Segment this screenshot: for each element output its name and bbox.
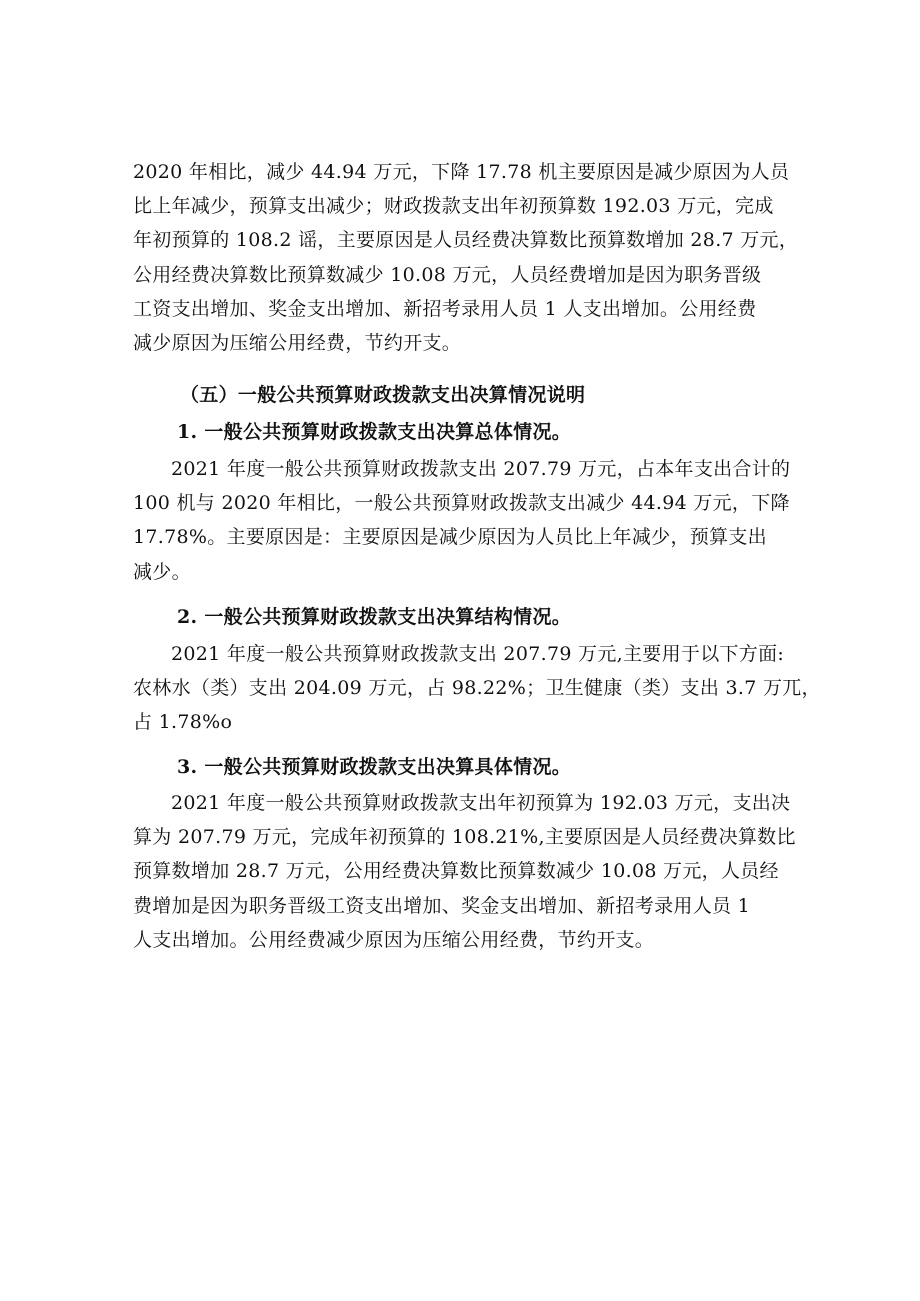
intro-paragraph bbox=[133, 155, 813, 360]
text-line: 算为 207.79 万元，完成年初预算的 108.21%,主要原因是人员经费决算数比 bbox=[133, 826, 796, 849]
text-line: 100 机与 2020 年相比，一般公共预算财政拨款支出减少 44.94 万元，下降 bbox=[133, 492, 790, 515]
subsection-2-heading bbox=[177, 600, 857, 634]
text-line: 减少原因为压缩公用经费，节约开支。 bbox=[133, 331, 462, 354]
text-line: 农林水（类）支出 204.09 万元，占 98.22%；卫生健康（类）支出 3.7 万兀， bbox=[133, 677, 821, 700]
subsection-2-title: 2. 一般公共预算财政拨款支出决算结构情况。 bbox=[177, 606, 572, 628]
text-line: 17.78%。主要原因是：主要原因是减少原因为人员比上年减少，预算支出 bbox=[133, 526, 767, 549]
section-title: （五）一般公共预算财政拨款支出决算情况说明 bbox=[180, 384, 586, 406]
text-line: 2021 年度一般公共预算财政拨款支出 207.79 万元，占本年支出合计的 bbox=[171, 458, 791, 480]
text-line: 公用经费决算数比预算数减少 10.08 万元，人员经费增加是因为职务晋级 bbox=[133, 263, 762, 286]
text-line: 工资支出增加、奖金支出增加、新招考录用人员 1 人支出增加。公用经费 bbox=[133, 297, 757, 320]
text-line: 预算数增加 28.7 万元，公用经费决算数比预算数减少 10.08 万元，人员经 bbox=[133, 860, 779, 883]
text-line: 费增加是因为职务晋级工资支出增加、奖金支出增加、新招考录用人员 1 bbox=[133, 894, 751, 917]
section-heading bbox=[180, 378, 860, 412]
text-line: 2021 年度一般公共预算财政拨款支出年初预算为 192.03 万元，支出决 bbox=[171, 792, 791, 814]
subsection-2-paragraph bbox=[133, 637, 821, 740]
text-line: 比上年减少，预算支出减少；财政拨款支出年初预算数 192.03 万元，完成 bbox=[133, 195, 774, 218]
subsection-1-heading bbox=[177, 415, 857, 449]
text-line: 减少。 bbox=[133, 560, 191, 583]
text-line: 2021 年度一般公共预算财政拨款支出 207.79 万元,主要用于以下方面: bbox=[171, 643, 785, 665]
subsection-3-paragraph bbox=[133, 786, 813, 957]
text-line: 2020 年相比，减少 44.94 万元，下降 17.78 机主要原因是减少原因为人员 bbox=[133, 161, 790, 183]
text-line: 人支出增加。公用经费减少原因为压缩公用经费，节约开支。 bbox=[133, 928, 655, 951]
subsection-1-paragraph bbox=[133, 452, 813, 589]
subsection-3-title: 3. 一般公共预算财政拨款支出决算具体情况。 bbox=[177, 756, 572, 778]
subsection-3-heading bbox=[177, 750, 857, 784]
text-line: 占 1.78%o bbox=[133, 711, 233, 734]
subsection-1-title: 1. 一般公共预算财政拨款支出决算总体情况。 bbox=[177, 421, 572, 443]
text-line: 年初预算的 108.2 谣，主要原因是人员经费决算数比预算数增加 28.7 万元， bbox=[133, 229, 799, 252]
